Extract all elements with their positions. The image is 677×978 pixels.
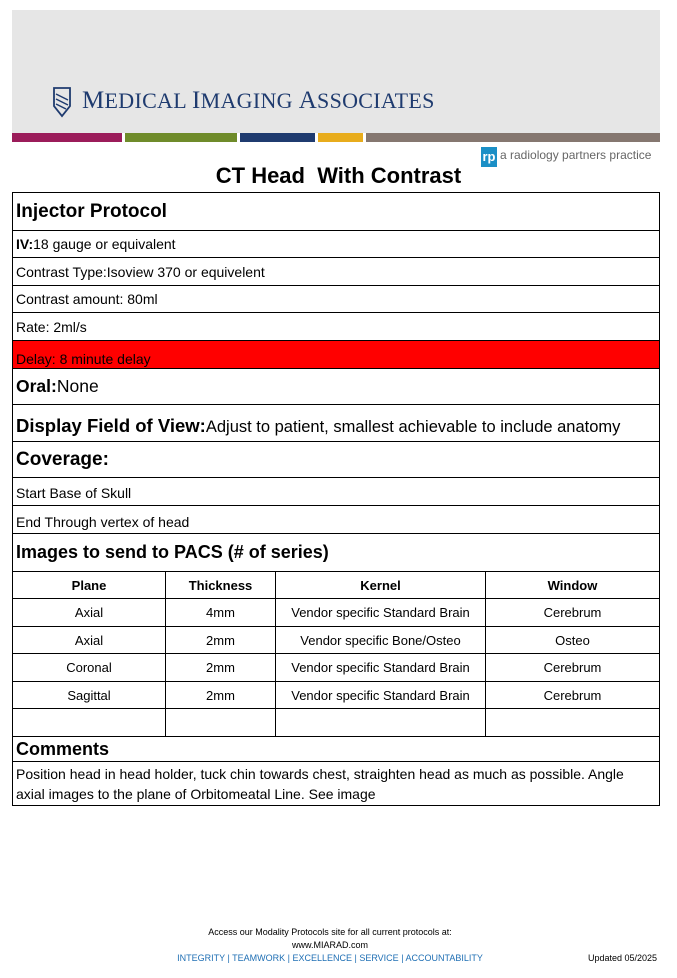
table-cell: Sagittal <box>13 682 166 708</box>
table-cell: Cerebrum <box>543 660 602 675</box>
column-header: Plane <box>13 572 166 598</box>
table-cell: Cerebrum <box>543 605 602 620</box>
coverage-start-row: Start Base of Skull <box>13 478 659 506</box>
rp-tagline: a radiology partners practice <box>500 148 652 162</box>
page-title: CT Head With Contrast <box>215 163 462 188</box>
footer-values: INTEGRITY | TEAMWORK | EXCELLENCE | SERVICE | ACCOUNTABILITY <box>177 953 483 963</box>
brand-bar-navy <box>240 133 315 142</box>
table-cell: Cerebrum <box>543 687 602 703</box>
logo-wordmark: MEDICAL IMAGING ASSOCIATES <box>82 87 435 114</box>
coverage-end-row: End Through vertex of head <box>13 506 659 534</box>
table-row-empty <box>13 709 659 737</box>
comments-heading: Comments <box>13 737 659 762</box>
dfov-row: Display Field of View: Adjust to patient, smallest achievable to include anatomy <box>13 405 659 442</box>
table-cell: 2mm <box>166 654 276 681</box>
pacs-header-row <box>13 572 659 599</box>
table-cell: Coronal <box>13 654 166 681</box>
oral-row: Oral: None <box>13 369 659 405</box>
protocol-table <box>12 192 660 806</box>
table-cell <box>13 709 166 736</box>
table-cell: Axial <box>13 627 166 653</box>
coverage-heading: Coverage: <box>13 442 659 478</box>
column-header: Kernel <box>276 572 486 598</box>
table-cell: 4mm <box>166 599 276 626</box>
footer-website-link[interactable]: www.MIARAD.com <box>291 940 368 950</box>
footer-access-text: Access our Modality Protocols site for all current protocols at: <box>208 927 452 937</box>
table-cell: Osteo <box>555 632 590 648</box>
table-cell <box>486 709 659 736</box>
table-cell: Vendor specific Standard Brain <box>276 654 486 681</box>
comments-text: Position head in head holder, tuck chin towards chest, straighten head as much as possible. Angle axial images to the plane of Orbitomeatal Line. See image <box>13 762 659 806</box>
table-cell: Axial <box>13 599 166 626</box>
table-cell: 2mm <box>166 682 276 708</box>
table-row <box>13 599 659 627</box>
table-row <box>13 682 659 709</box>
rp-logo-icon: rp <box>481 147 497 167</box>
table-cell <box>276 709 486 736</box>
contrast-amount-row: Contrast amount: 80ml <box>13 286 659 313</box>
pacs-heading: Images to send to PACS (# of series) <box>13 534 659 572</box>
table-cell: Vendor specific Standard Brain <box>276 599 486 626</box>
delay-row: Delay: 8 minute delay <box>13 341 659 369</box>
brand-bar-taupe <box>366 133 660 142</box>
table-row <box>13 627 659 654</box>
table-row <box>13 654 659 682</box>
table-cell: Vendor specific Bone/Osteo <box>276 627 486 653</box>
table-cell: Vendor specific Standard Brain <box>276 682 486 708</box>
table-cell <box>166 709 276 736</box>
brand-bar-gold <box>318 133 363 142</box>
column-header: Window <box>547 577 598 593</box>
table-cell: 2mm <box>166 627 276 653</box>
iv-row: IV: 18 gauge or equivalent <box>13 231 659 258</box>
contrast-type-row: Contrast Type:Isoview 370 or equivelent <box>13 258 659 286</box>
rate-row: Rate: 2ml/s <box>13 313 659 341</box>
brand-bar-green <box>125 133 237 142</box>
shield-logo-icon <box>52 86 72 118</box>
column-header: Thickness <box>166 572 276 598</box>
injector-heading: Injector Protocol <box>13 193 659 231</box>
updated-date: Updated 05/2025 <box>588 953 658 963</box>
brand-bar-magenta <box>12 133 122 142</box>
